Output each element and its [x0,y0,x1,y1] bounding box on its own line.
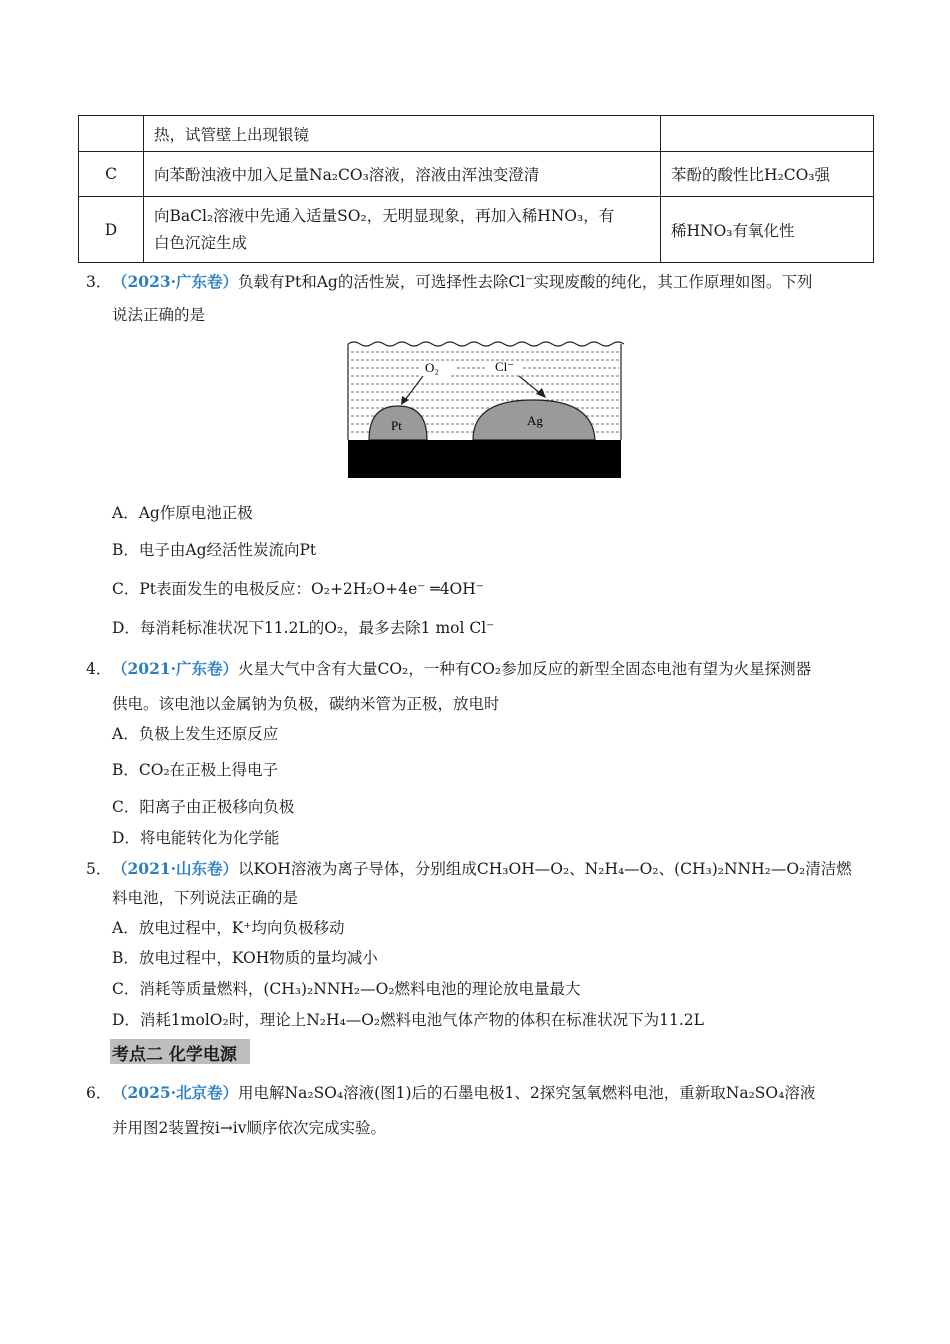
options-table [78,115,874,263]
table-row [79,152,874,197]
option-a: A．Ag作原电池正极 [112,504,253,522]
option-b: B．电子由Ag经活性炭流向Pt [112,541,317,559]
question-source: （2023·广东卷） [112,272,239,291]
table-cell-label [79,116,144,152]
cl-arrow [519,376,541,394]
o2-arrow [405,376,423,400]
table-cell-label: D [79,197,144,263]
o2-arrowhead [401,396,409,405]
o2-label: O₂ [425,360,439,375]
option-c: C．消耗等质量燃料，(CH₃)₂NNH₂—O₂燃料电池的理论放电量最大 [112,980,581,998]
table-row [79,197,874,263]
table-cell-operation: 热，试管壁上出现银镜 [144,116,661,152]
cl-label: Cl⁻ [495,359,515,374]
question-stem-continued: 料电池，下列说法正确的是 [112,889,299,907]
option-c: C．Pt表面发生的电极反应：O₂+2H₂O+4e⁻ ═4OH⁻ [112,580,484,598]
option-a: A．负极上发生还原反应 [112,725,279,743]
question-source: （2021·广东卷） [112,659,239,678]
question-stem [112,657,811,679]
question-source: （2021·山东卷） [112,859,239,878]
operation-line: 白色沉淀生成 [154,233,248,252]
table-cell-operation: 向苯酚浊液中加入足量Na₂CO₃溶液，溶液由浑浊变澄清 [144,152,661,197]
question-number: 5． [86,860,112,878]
table-cell-conclusion: 苯酚的酸性比H₂CO₃强 [661,152,874,197]
option-a: A．放电过程中，K⁺均向负极移动 [112,919,345,937]
question-number: 3． [86,273,112,291]
question-stem-continued: 并用图2装置按i→iv顺序依次完成实验。 [112,1119,387,1137]
question-stem-continued: 说法正确的是 [112,306,206,324]
question-stem-text: 火星大气中含有大量CO₂，一种有CO₂参加反应的新型全固态电池有望为火星探测器 [238,660,812,678]
question-stem-text: 以KOH溶液为离子导体，分别组成CH₃OH—O₂、N₂H₄—O₂、(CH₃)₂NNH₂—O₂清洁燃 [238,860,852,878]
operation-line: 向BaCl₂溶液中先通入适量SO₂，无明显现象，再加入稀HNO₃，有 [154,206,615,225]
table-cell-operation [144,197,661,263]
option-b: B．放电过程中，KOH物质的量均减小 [112,949,378,967]
option-d: D．消耗1molO₂时，理论上N₂H₄—O₂燃料电池气体产物的体积在标准状况下为11.2L [112,1011,704,1029]
question-stem [112,857,852,879]
question-number: 6． [86,1084,112,1102]
question-number: 4． [86,660,112,678]
pt-label: Pt [391,418,402,433]
question-stem-text: 用电解Na₂SO₄溶液(图1)后的石墨电极1、2探究氢氧燃料电池，重新取Na₂SO₄溶液 [238,1084,816,1102]
question-stem-text: 负载有Pt和Ag的活性炭，可选择性去除Cl⁻实现废酸的纯化，其工作原理如图。下列 [238,273,813,291]
table-row [79,116,874,152]
table-cell-conclusion: 稀HNO₃有氧化性 [661,197,874,263]
option-d: D．每消耗标准状况下11.2L的O₂，最多去除1 mol Cl⁻ [112,619,495,637]
liquid-surface [348,342,624,346]
section-title: 考点二 化学电源 [112,1045,237,1065]
cl-arrowhead [536,388,546,398]
question-stem-continued: 供电。该电池以金属钠为负极，碳纳米管为正极，放电时 [112,695,500,713]
option-d: D．将电能转化为化学能 [112,829,280,847]
ag-label: Ag [527,413,543,428]
question-stem [112,270,812,292]
working-principle-figure [345,338,625,480]
question-source: （2025·北京卷） [112,1083,239,1102]
question-stem [112,1081,815,1103]
table-cell-label: C [79,152,144,197]
option-c: C．阳离子由正极移向负极 [112,798,295,816]
activated-carbon [348,440,621,478]
option-b: B．CO₂在正极上得电子 [112,761,279,779]
table-cell-conclusion [661,116,874,152]
